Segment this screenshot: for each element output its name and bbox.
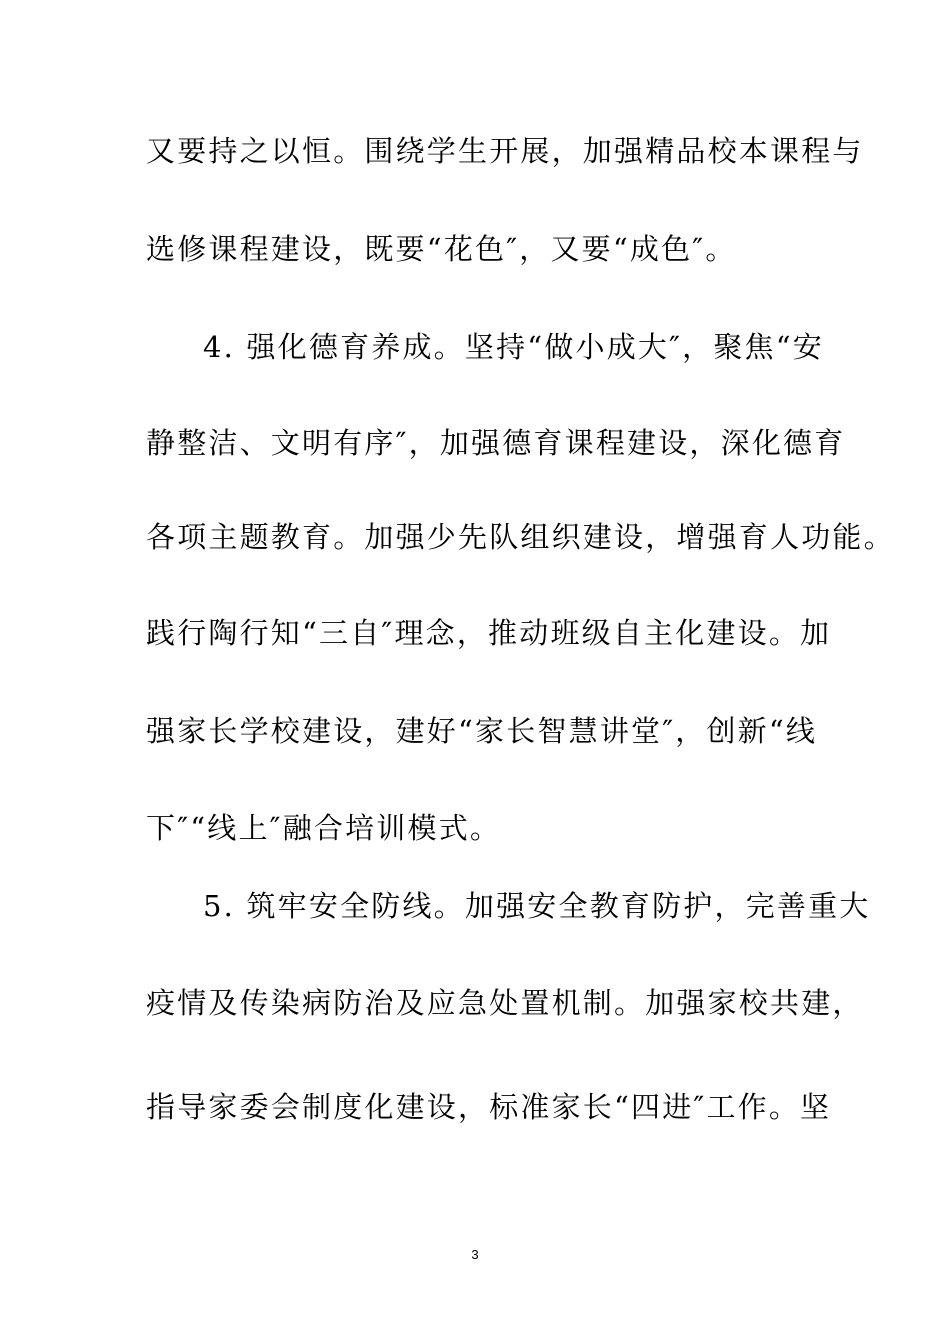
paragraph-line: 选修课程建设，既要“花色″，又要“成色″。: [146, 232, 737, 266]
paragraph-line: 4. 强化德育养成。坚持“做小成大″，聚焦“安: [203, 330, 824, 364]
paragraph-line: 下″“线上″融合培训模式。: [146, 811, 502, 845]
paragraph-line: 5. 筑牢安全防线。加强安全教育防护，完善重大: [203, 889, 871, 923]
paragraph-line: 静整洁、文明有序″，加强德育课程建设，深化德育: [146, 426, 846, 460]
page-number: 3: [471, 1247, 479, 1262]
paragraph-line: 各项主题教育。加强少先队组织建设，增强育人功能。: [146, 520, 895, 554]
paragraph-line: 又要持之以恒。围绕学生开展，加强精品校本课程与: [146, 134, 864, 168]
paragraph-line: 指导家委会制度化建设，标准家长“四进″工作。坚: [146, 1090, 832, 1124]
paragraph-line: 践行陶行知“三自″理念，推动班级自主化建设。加: [146, 616, 832, 650]
paragraph-line: 强家长学校建设，建好“家长智慧讲堂″，创新“线: [146, 714, 818, 748]
paragraph-line: 疫情及传染病防治及应急处置机制。加强家校共建，: [146, 986, 864, 1020]
